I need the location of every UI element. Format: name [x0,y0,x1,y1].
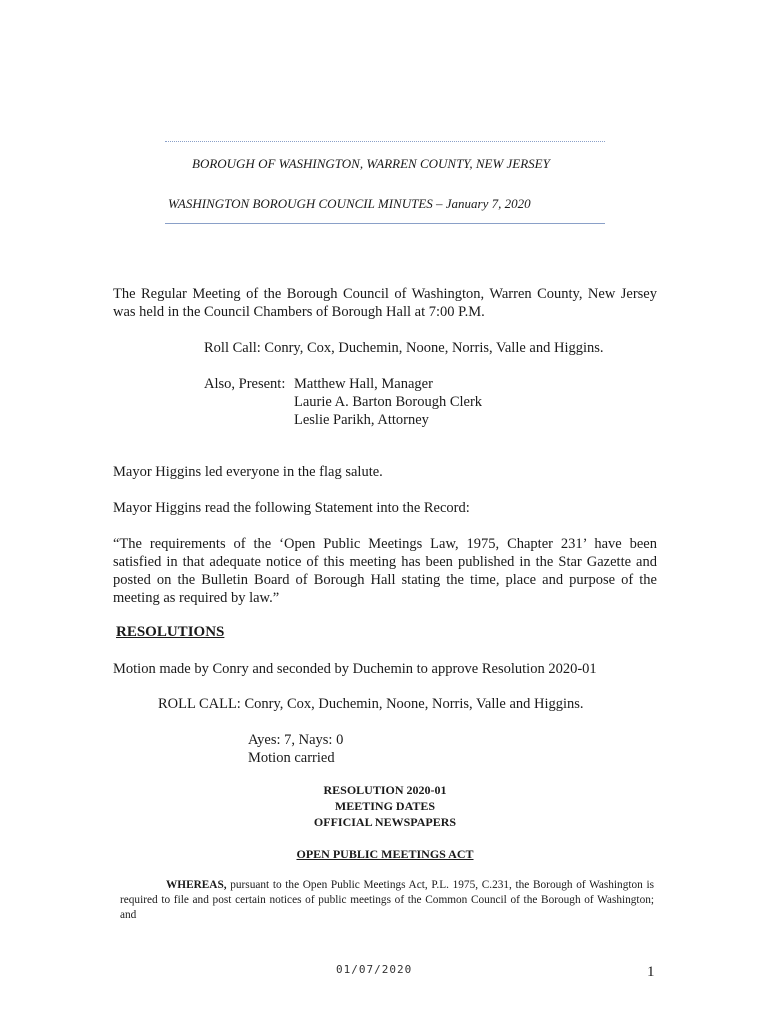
also-present-name: Laurie A. Barton Borough Clerk [294,394,483,410]
header-bottom-rule [165,223,605,224]
resolutions-heading: RESOLUTIONS [116,624,225,640]
header-title: BOROUGH OF WASHINGTON, WARREN COUNTY, NEW JERSEY [192,156,550,171]
whereas-text: pursuant to the Open Public Meetings Act, P.L. 1975, C.231, the Borough of Washington is required to file and post certain notices of public meetings of the Common Council of the Borough of Washington; and [120,879,654,921]
page-number: 1 [647,964,655,980]
motion: Motion made by Conry and seconded by Duchemin to approve Resolution 2020-01 [113,661,597,677]
roll-call-2: ROLL CALL: Conry, Cox, Duchemin, Noone, Norris, Valle and Higgins. [158,696,584,712]
header-subtitle: WASHINGTON BOROUGH COUNCIL MINUTES – January 7, 2020 [168,196,531,211]
also-present-name: Leslie Parikh, Attorney [294,412,429,428]
whereas-clause [120,878,654,923]
header-top-rule [165,141,605,142]
footer-date: 01/07/2020 [336,963,413,976]
intro-paragraph: The Regular Meeting of the Borough Council of Washington, Warren County, New Jersey was held in the Council Chambers of Borough Hall at 7:00 P.M. [113,286,657,320]
whereas-label: WHEREAS, [166,879,227,891]
resolution-subtitle: OFFICIAL NEWSPAPERS [313,815,457,829]
roll-call: Roll Call: Conry, Cox, Duchemin, Noone, Norris, Valle and Higgins. [204,340,604,356]
also-present-label: Also, Present: [204,376,286,392]
also-present-name: Matthew Hall, Manager [294,376,433,392]
resolution-title: MEETING DATES [334,799,436,813]
vote-result: Motion carried [248,750,335,766]
resolution-number: RESOLUTION 2020-01 [323,783,447,797]
statement-quote: “The requirements of the ‘Open Public Meetings Law, 1975, Chapter 231’ have been satisfied in that adequate notice of this meeting has been published in the Star Gazette and posted on the Bulletin Board of Borough Hall stating the time, place and purpose of the meeting as required by law.” [113,536,657,606]
flag-salute: Mayor Higgins led everyone in the flag salute. [113,464,383,480]
resolution-act: OPEN PUBLIC MEETINGS ACT [296,847,474,861]
vote-count: Ayes: 7, Nays: 0 [248,732,344,748]
statement-intro: Mayor Higgins read the following Statement into the Record: [113,500,470,516]
